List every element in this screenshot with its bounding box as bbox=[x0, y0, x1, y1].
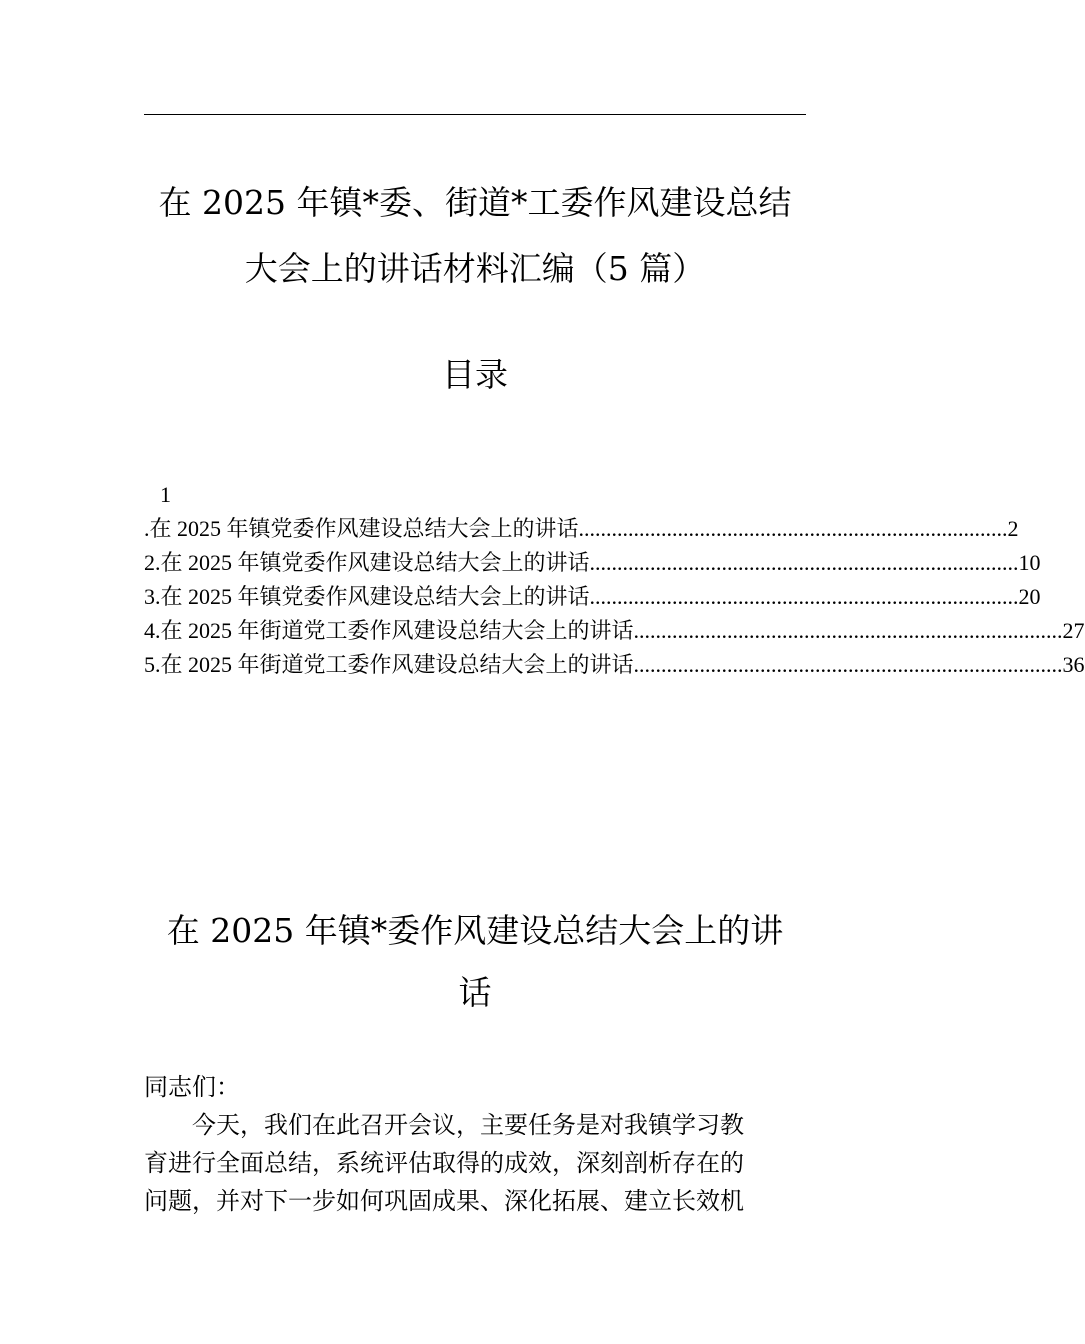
toc-entry-label: 2.在 2025 年镇党委作风建设总结大会上的讲话 bbox=[144, 550, 590, 575]
document-title bbox=[130, 170, 820, 302]
paragraph-line-3: 问题，并对下一步如何巩固成果、深化拓展、建立长效机 bbox=[144, 1187, 744, 1215]
section-title-line-1: 在 2025 年镇*委作风建设总结大会上的讲 bbox=[166, 911, 784, 950]
toc-entry-4[interactable] bbox=[144, 614, 1085, 648]
toc-entry-label: .在 2025 年镇党委作风建设总结大会上的讲话 bbox=[144, 516, 579, 541]
toc-entry-label: 4.在 2025 年街道党工委作风建设总结大会上的讲话 bbox=[144, 618, 634, 643]
toc-leader-dots: .............................................................................. bbox=[578, 516, 1008, 541]
section-title bbox=[140, 900, 810, 1024]
toc-entry-page: 10 bbox=[1018, 550, 1041, 575]
document-title-line-1: 在 2025 年镇*委、街道*工委作风建设总结 bbox=[158, 183, 792, 222]
toc-entry-label: 3.在 2025 年镇党委作风建设总结大会上的讲话 bbox=[144, 584, 590, 609]
toc-entry-5[interactable] bbox=[144, 648, 1085, 682]
toc-entry-page: 2 bbox=[1007, 516, 1019, 541]
document-title-line-2: 大会上的讲话材料汇编（5 篇） bbox=[244, 249, 706, 288]
toc-leader-dots: .............................................................................. bbox=[589, 550, 1019, 575]
section-title-line-2: 话 bbox=[458, 973, 492, 1012]
header-rule bbox=[144, 114, 806, 115]
paragraph-line-2: 育进行全面总结，系统评估取得的成效，深刻剖析存在的 bbox=[144, 1149, 744, 1177]
speech-body bbox=[144, 1068, 806, 1220]
toc-entry-3[interactable] bbox=[144, 580, 1041, 614]
toc-entry-page: 27 bbox=[1062, 618, 1085, 643]
toc-entry-page: 20 bbox=[1018, 584, 1041, 609]
toc-heading: 目录 bbox=[442, 355, 508, 394]
toc-entry-page: 36 bbox=[1062, 652, 1085, 677]
toc-entry-1[interactable] bbox=[144, 512, 1019, 546]
paragraph-line-1: 今天，我们在此召开会议，主要任务是对我镇学习教 bbox=[192, 1111, 744, 1139]
toc-leader-dots: .............................................................................. bbox=[589, 584, 1019, 609]
toc-entry-1-number: 1 bbox=[160, 482, 171, 507]
toc-entry-2[interactable] bbox=[144, 546, 1041, 580]
table-of-contents bbox=[144, 478, 1085, 682]
toc-entry-label: 5.在 2025 年街道党工委作风建设总结大会上的讲话 bbox=[144, 652, 634, 677]
toc-leader-dots: .............................................................................. bbox=[633, 652, 1063, 677]
salutation: 同志们： bbox=[144, 1073, 240, 1101]
toc-leader-dots: .............................................................................. bbox=[633, 618, 1063, 643]
